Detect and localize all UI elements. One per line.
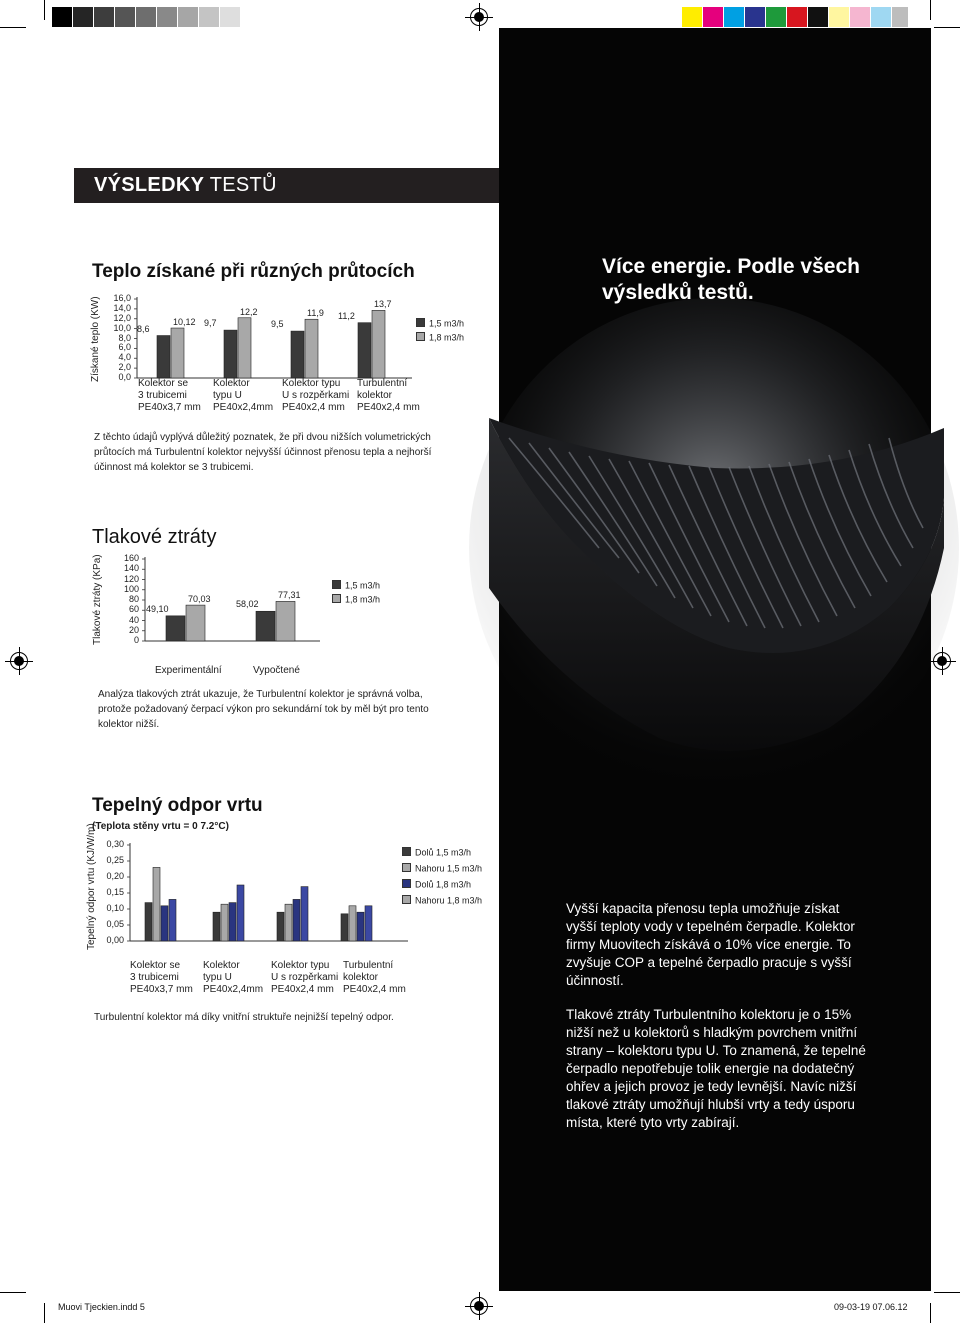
legend-label: Dolů 1,8 m3/h [415,879,472,890]
legend-label: 1,5 m3/h [345,580,381,591]
legend-label: 1,5 m3/h [429,318,465,329]
legend-swatch [402,879,411,888]
y-tick-label: 160 [123,553,139,563]
heat-heading: Teplo získané při různých průtocích [92,261,415,282]
legend-entry [332,580,380,591]
tagline: Více energie. Podle všech výsledků testů. [602,255,860,304]
chart1-ylabel: Získané teplo (KW) [90,296,101,382]
y-tick-label: 12,0 [113,312,131,323]
category-label: Experimentální [155,665,222,676]
legend-label: Nahoru 1,8 m3/h [415,895,483,906]
y-tick-label: 100 [123,583,139,594]
legend-entry [332,594,380,605]
bar-1-2 [153,867,160,941]
data-label: 8,6 [137,323,150,334]
legend-swatch [402,847,411,856]
data-label: 11,9 [307,308,324,319]
y-tick-label: 120 [123,573,139,584]
legend-label: Dolů 1,5 m3/h [415,847,472,858]
y-tick-label: 20 [128,624,139,635]
legend-swatch [416,318,425,327]
bar-1-1 [145,903,152,941]
data-label: 9,5 [271,319,284,330]
data-label: 58,02 [236,599,259,610]
resistance-heading: Tepelný odpor vrtu [92,795,263,816]
data-label: 77,31 [278,590,301,601]
legend-label: Nahoru 1,5 m3/h [415,863,483,874]
category-label: Turbulentní kolektor PE40x2,4 mm [343,960,406,995]
category-label: Kolektor typu U PE40x2,4mm [213,378,274,413]
bar-3-4 [301,887,308,941]
data-label: 11,2 [338,310,355,321]
legend-entry [402,863,482,874]
legend-entry [416,332,464,343]
y-tick-label: 40 [128,614,139,625]
y-tick-label: 0,00 [106,935,124,945]
legend-label: 1,8 m3/h [345,594,381,605]
chart3-ylabel: Tepelný odpor vrtu (KJ/W/m) [86,823,97,950]
data-label: 70,03 [188,594,211,605]
legend-swatch [332,580,341,589]
legend-swatch [416,332,425,341]
right-paragraph-1: Vyšší kapacita přenosu tepla umožňuje získat vyšší teploty vody v tepelném čerpadle. Kolektor firmy Muovitech získává o 10% více energie. To zvyšuje COP a tepelné čerpadlo pracuje s vyšší účinností. [566,901,855,988]
y-tick-label: 0,25 [106,855,124,865]
y-tick-label: 0,20 [106,871,124,881]
legend-entry [402,847,471,858]
bar-4-1 [341,914,348,941]
legend-swatch [402,895,411,904]
data-label: 49,10 [146,603,169,614]
category-label: Kolektor typu U PE40x2,4mm [203,960,264,995]
pressure-heading: Tlakové ztráty [92,526,217,548]
legend-swatch [402,863,411,872]
category-label: Vypočtené [253,665,300,676]
bar-3-3 [293,899,300,941]
y-tick-label: 4,0 [118,352,131,363]
legend-label: 1,8 m3/h [429,332,465,343]
y-tick-label: 140 [123,563,139,574]
bar-4-4 [365,906,372,941]
data-label: 13,7 [374,299,392,310]
crop-mark [0,1292,26,1293]
chart2-ylabel: Tlakové ztráty (KPa) [92,554,103,645]
heat-paragraph: Z těchto údajů vyplývá důležitý poznatek, že při dvou nižších volumetrických průtocích má Turbulentní kolektor nejvyšší účinnost přenosu tepla a nejhorší účinnost má kolektor se 3 trubicemi. [94,432,432,473]
y-tick-label: 14,0 [113,302,131,313]
legend-entry [402,895,482,906]
category-label: Turbulentní kolektor PE40x2,4 mm [357,378,420,413]
bar-2-2 [221,904,228,941]
category-label: Kolektor se 3 trubicemi PE40x3,7 mm [130,960,193,995]
crop-mark [44,1303,45,1323]
y-tick-label: 60 [128,604,139,615]
header-title-bold: VÝSLEDKY [94,174,205,196]
y-tick-label: 0,10 [106,903,124,913]
data-label: 10,12 [173,317,196,328]
bar-2-4 [237,885,244,941]
bar-4-2 [349,906,356,941]
header-title-light: TESTŮ [209,174,277,196]
bar-3-2 [285,904,292,941]
pressure-paragraph: Analýza tlakových ztrát ukazuje, že Turbulentní kolektor je správná volba, protože požadovaný čerpací výkon pro sekundární tok by měl být pro tento kolektor nižší. [98,689,429,730]
registration-mark-icon [470,1297,488,1315]
y-tick-label: 0 [133,635,139,645]
category-label: Kolektor se 3 trubicemi PE40x3,7 mm [138,378,201,413]
data-label: 12,2 [240,306,258,317]
y-tick-label: 0,0 [118,372,131,382]
crop-mark [934,1292,960,1293]
footer-file: Muovi Tjeckien.indd 5 [58,1302,145,1312]
category-label: Kolektor typu U s rozpěrkami PE40x2,4 mm [271,960,339,995]
y-tick-label: 0,05 [106,919,124,929]
bar-1-3 [161,906,168,941]
bar-2-1 [213,912,220,941]
footer-date: 09-03-19 07.06.12 [834,1302,908,1312]
category-label: Kolektor typu U s rozpěrkami PE40x2,4 mm [282,378,350,413]
y-tick-label: 8,0 [118,332,131,343]
bar-4-3 [357,912,364,941]
data-label: 9,7 [204,318,217,329]
y-tick-label: 0,30 [106,839,124,849]
y-tick-label: 10,0 [113,322,131,333]
y-tick-label: 16,0 [113,293,131,303]
legend-entry [416,318,464,329]
y-tick-label: 6,0 [118,342,131,353]
resistance-subheading: (Teplota stěny vrtu = 0 7.2°C) [92,821,229,832]
crop-mark [930,1303,931,1323]
right-paragraph-2: Tlakové ztráty Turbulentního kolektoru je o 15% nižší než u kolektorů s hladkým povrchem vnitřní strany – kolektoru typu U. To znamená, že tepelné čerpadlo nepotřebuje tolik energie na dodatečný ohřev a jejich provoz je tedy levnější. Navíc nižší tlakové ztráty umožňují hlubší vrty a tedy úsporu místa, které tyto vrty zabírají. [566,1007,866,1130]
y-tick-label: 80 [128,594,139,604]
bar-3-1 [277,912,284,941]
y-tick-label: 2,0 [118,362,131,373]
bar-2-3 [229,903,236,941]
legend-swatch [332,594,341,603]
y-tick-label: 0,15 [106,887,124,897]
resistance-paragraph: Turbulentní kolektor má díky vnitřní struktuře nejnižší tepelný odpor. [94,1012,394,1023]
bar-1-4 [169,899,176,941]
legend-entry [402,879,471,890]
